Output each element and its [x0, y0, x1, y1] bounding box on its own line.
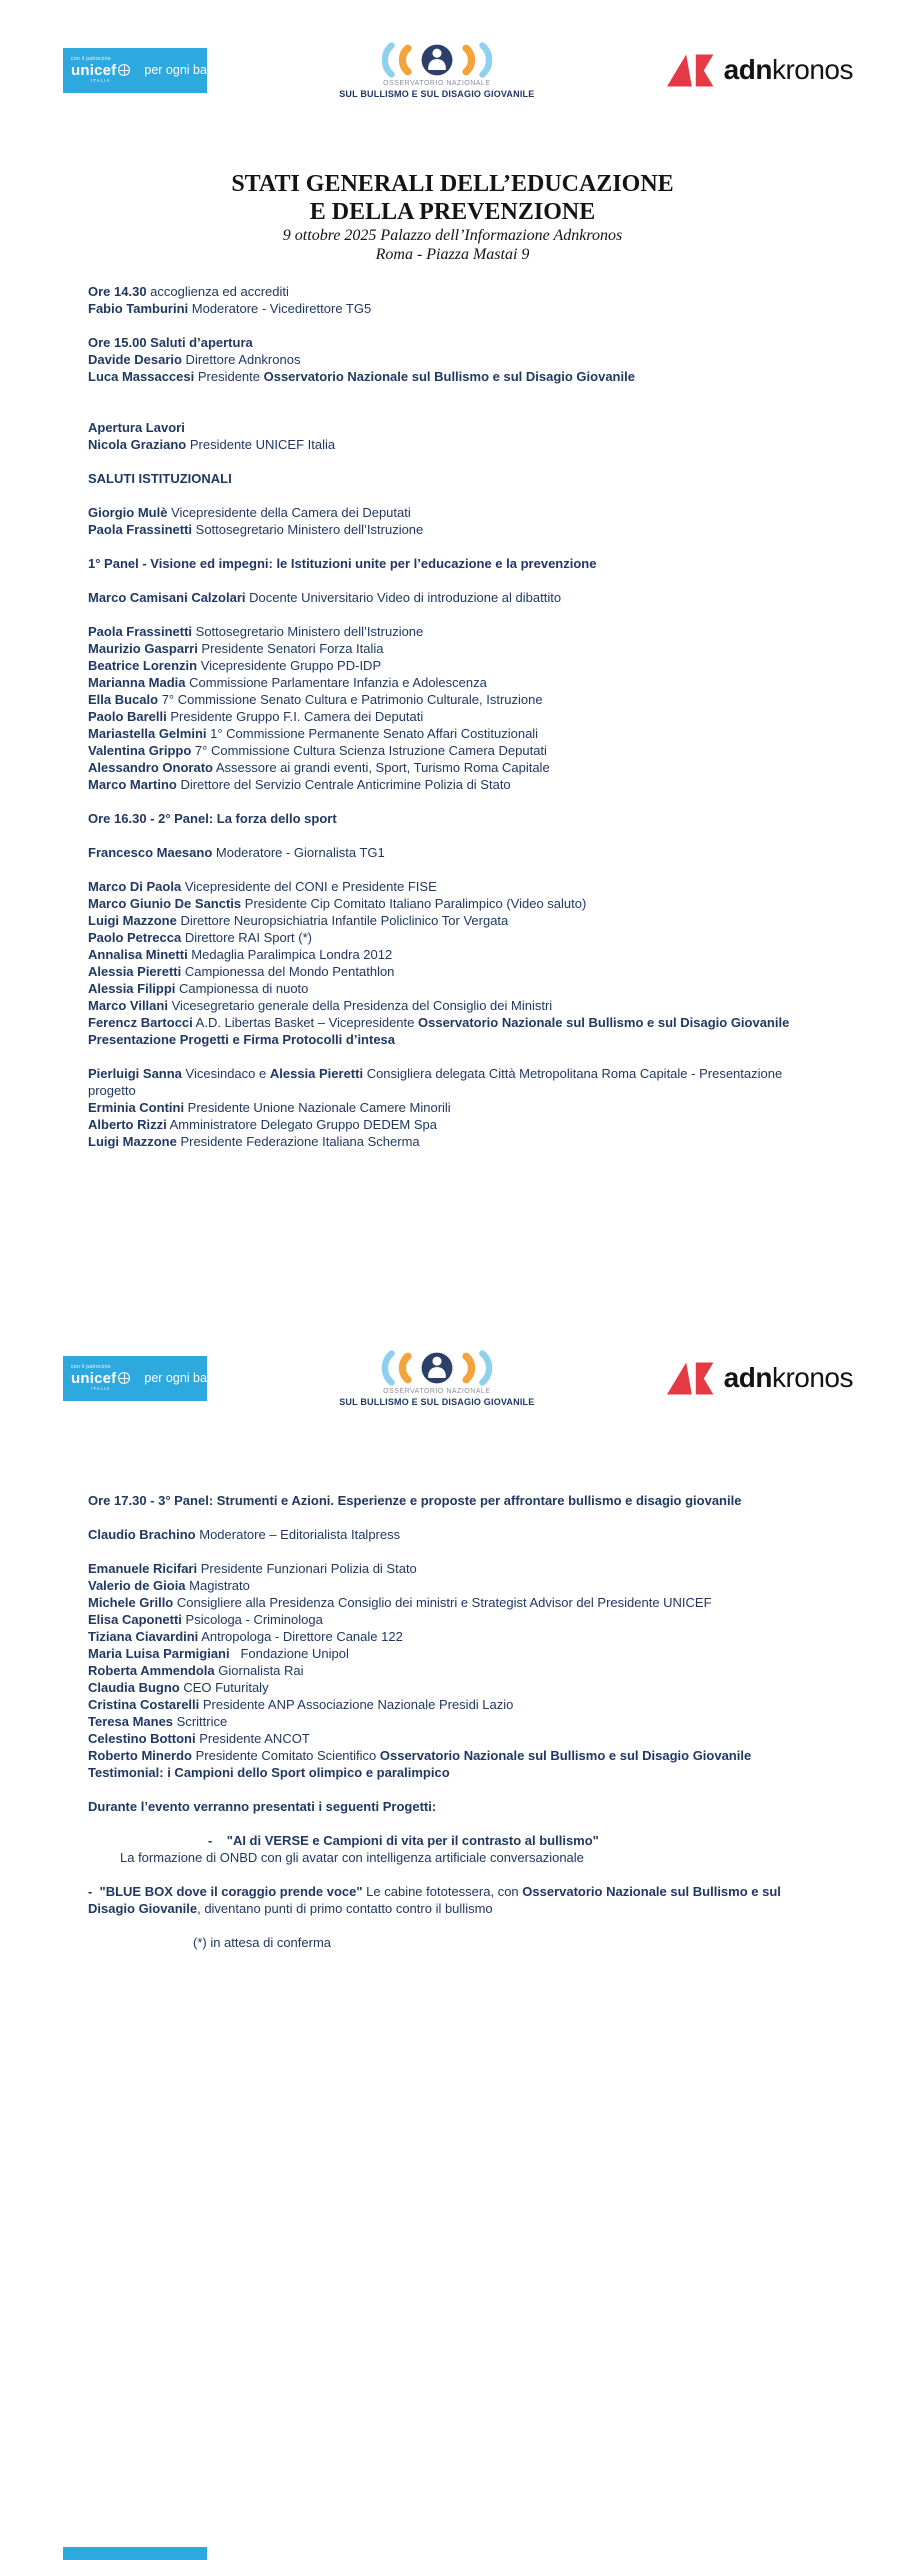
text-segment: Alessia Pieretti	[88, 964, 182, 979]
adnkronos-regular-part: kronos	[771, 54, 853, 85]
osservatorio-logo	[339, 40, 534, 100]
program-line	[88, 997, 822, 1014]
program-line	[88, 895, 822, 912]
text-segment: Consigliere alla Presidenza Consiglio dei ministri e Strategist Advisor del Presidente UNICEF	[173, 1595, 712, 1610]
event-title-line2: E DELLA PREVENZIONE	[309, 199, 596, 225]
text-segment: Presidente Federazione Italiana Scherma	[176, 1134, 420, 1149]
text-segment: Presentazione Progetti e Firma Protocolli d’intesa	[88, 1032, 396, 1047]
text-segment: Michele Grillo	[88, 1595, 174, 1610]
text-segment: Presidente ANCOT	[195, 1731, 310, 1746]
adnkronos-regular-part: kronos	[771, 1362, 853, 1393]
event-date-venue: 9 ottobre 2025 Palazzo dell’Informazione Adnkronos	[282, 227, 623, 244]
text-segment: CEO Futuritaly	[179, 1680, 269, 1695]
program-line	[88, 487, 822, 504]
osservatorio-logo	[339, 1348, 534, 1408]
text-segment: Ella Bucalo	[88, 692, 159, 707]
text-segment: Assessore ai grandi eventi, Sport, Turismo Roma Capitale	[212, 760, 550, 775]
program-line	[88, 1031, 822, 1048]
program-line	[88, 1917, 822, 1934]
text-segment: Commissione Parlamentare Infanzia e Adolescenza	[185, 675, 487, 690]
program-line	[88, 1543, 822, 1560]
text-segment: Moderatore – Editorialista Italpress	[195, 1527, 401, 1542]
text-segment: Marco Di Paola	[88, 879, 182, 894]
text-segment: Direttore Adnkronos	[181, 352, 301, 367]
text-segment: Ore 17.30 - 3° Panel: Strumenti e Azioni. Esperienze e proposte per affrontare bullismo e disagio giovanile	[88, 1493, 742, 1508]
program-line	[88, 1099, 822, 1116]
text-segment: accoglienza ed accrediti	[146, 284, 289, 299]
adnkronos-bold-part: adn	[723, 1362, 772, 1393]
text-segment: Celestino Bottoni	[88, 1731, 196, 1746]
text-segment: Ore 14.30	[88, 284, 147, 299]
text-segment: Fondazione Unipol	[229, 1646, 349, 1661]
text-segment: Ferencz Bartocci	[88, 1015, 193, 1030]
program-line	[88, 963, 822, 980]
program-line	[88, 436, 822, 453]
program-line	[88, 657, 822, 674]
program-line	[88, 725, 822, 742]
text-segment: Marco Giunio De Sanctis	[88, 896, 242, 911]
program-line	[88, 691, 822, 708]
adnkronos-wordmark	[724, 56, 853, 84]
text-segment: Tiziana Ciavardini	[88, 1629, 199, 1644]
text-segment: Paolo Petrecca	[88, 930, 182, 945]
text-segment: Alessia Filippi	[88, 981, 176, 996]
text-segment: Presidente Comitato Scientifico	[192, 1748, 380, 1763]
text-segment: Osservatorio Nazionale sul Bullismo e sul Disagio Giovanile	[88, 1884, 781, 1916]
text-segment: Luigi Mazzone	[88, 913, 177, 928]
program-line	[88, 793, 822, 810]
unicef-wordmark: unicef	[71, 61, 117, 79]
text-segment: - "AI di VERSE e Campioni di vita per il contrasto al bullismo"	[208, 1833, 599, 1848]
program-line	[88, 1849, 822, 1866]
text-segment: 1° Panel - Visione ed impegni: le Istituzioni unite per l’educazione e la prevenzione	[88, 556, 597, 571]
program-line	[88, 708, 822, 725]
program-line	[88, 1065, 822, 1099]
text-segment: Apertura Lavori	[88, 420, 185, 435]
program-line	[88, 1934, 822, 1951]
text-segment: , diventano punti di primo contatto contro il bullismo	[197, 1901, 493, 1916]
program-line	[88, 1798, 822, 1815]
text-segment: Claudia Bugno	[88, 1680, 180, 1695]
text-segment: Marco Martino	[88, 777, 177, 792]
program-line	[88, 980, 822, 997]
text-segment: Valentina Grippo	[88, 743, 192, 758]
program-line	[88, 623, 822, 640]
page2-header	[63, 1348, 853, 1408]
program-line	[88, 1713, 822, 1730]
program-line	[88, 538, 822, 555]
text-segment: SALUTI ISTITUZIONALI	[88, 471, 232, 486]
unicef-logo	[63, 1356, 241, 1401]
program-line	[88, 606, 822, 623]
text-segment: Mariastella Gelmini	[88, 726, 207, 741]
adnkronos-logo	[667, 54, 853, 87]
program-line	[88, 589, 822, 606]
text-segment: Osservatorio Nazionale sul Bullismo e sul Disagio Giovanile	[263, 369, 635, 384]
text-segment: Vicepresidente del CONI e Presidente FISE	[181, 879, 437, 894]
text-segment: Presidente Cip Comitato Italiano Paralimpico (Video saluto)	[241, 896, 587, 911]
text-segment: Nicola Graziano	[88, 437, 187, 452]
program-line	[88, 317, 822, 334]
text-segment: Antropologa - Direttore Canale 122	[198, 1629, 403, 1644]
program-line	[88, 1730, 822, 1747]
text-segment: Ore 16.30 - 2° Panel: La forza dello sport	[88, 811, 337, 826]
unicef-patrocinio-label: con il patrocinio	[71, 55, 111, 62]
osservatorio-emblem-icon	[378, 1348, 496, 1388]
event-address: Roma - Piazza Mastai 9	[375, 246, 530, 263]
program-line	[88, 419, 822, 436]
text-segment: Annalisa Minetti	[88, 947, 188, 962]
program-line	[88, 912, 822, 929]
text-segment: Vicepresidente Gruppo PD-IDP	[197, 658, 382, 673]
text-segment: Presidente Gruppo F.I. Camera dei Deputati	[166, 709, 424, 724]
page1-header	[63, 40, 853, 100]
text-segment: Docente Universitario Video di introduzione al dibattito	[245, 590, 562, 605]
text-segment: Sottosegretario Ministero dell’Istruzione	[192, 624, 424, 639]
text-segment: Roberta Ammendola	[88, 1663, 215, 1678]
text-segment: (*) in attesa di conferma	[193, 1935, 332, 1950]
program-line	[88, 368, 822, 385]
adnkronos-wordmark	[724, 1364, 853, 1392]
program-line	[88, 453, 822, 470]
text-segment: Psicologa - Criminologa	[181, 1612, 323, 1627]
text-segment: Osservatorio Nazionale sul Bullismo e sul Disagio Giovanile	[418, 1015, 790, 1030]
text-segment: Moderatore - Giornalista TG1	[212, 845, 385, 860]
program-line	[88, 1526, 822, 1543]
program-line	[88, 1014, 822, 1031]
text-segment: Davide Desario	[88, 352, 182, 367]
program-line	[88, 283, 822, 300]
text-segment: Vicesegretario generale della Presidenza del Consiglio dei Ministri	[167, 998, 553, 1013]
text-segment: Le cabine fototessera, con	[362, 1884, 523, 1899]
program-line	[88, 742, 822, 759]
program-line	[88, 929, 822, 946]
program-line	[88, 1883, 822, 1917]
text-segment: Magistrato	[185, 1578, 250, 1593]
text-segment: Consigliera delegata Città Metropolitana Roma Capitale - Presentazione progetto	[88, 1066, 783, 1098]
program-line	[88, 674, 822, 691]
program-line	[88, 1048, 822, 1065]
text-segment: Medaglia Paralimpica Londra 2012	[187, 947, 393, 962]
text-segment: Teresa Manes	[88, 1714, 174, 1729]
text-segment: Giorgio Mulè	[88, 505, 168, 520]
unicef-tagline: per ogni bambino	[144, 63, 241, 77]
program-line	[88, 1679, 822, 1696]
program-line	[88, 1594, 822, 1611]
program-line	[88, 300, 822, 317]
text-segment: Pierluigi Sanna	[88, 1066, 182, 1081]
program-line	[88, 1116, 822, 1133]
text-segment: Fabio Tamburini	[88, 301, 189, 316]
osservatorio-emblem-icon	[378, 40, 496, 80]
text-segment: Vicepresidente della Camera dei Deputati	[167, 505, 411, 520]
program-line	[88, 1781, 822, 1798]
text-segment: Presidente Unione Nazionale Camere Minorili	[184, 1100, 451, 1115]
text-segment: Cristina Costarelli	[88, 1697, 200, 1712]
text-segment: Scrittrice	[173, 1714, 228, 1729]
text-segment: Amministratore Delegato Gruppo DEDEM Spa	[166, 1117, 437, 1132]
program-line	[88, 1696, 822, 1713]
text-segment: Direttore del Servizio Centrale Anticrimine Polizia di Stato	[176, 777, 511, 792]
program-line	[88, 1747, 822, 1764]
text-segment: Beatrice Lorenzin	[88, 658, 198, 673]
program-line	[88, 1492, 822, 1509]
text-segment: Paolo Barelli	[88, 709, 167, 724]
program-line	[88, 759, 822, 776]
program-line	[88, 861, 822, 878]
text-segment: Testimonial: i Campioni dello Sport olimpico e paralimpico	[88, 1765, 450, 1780]
program-line	[88, 640, 822, 657]
adnkronos-bold-part: adn	[723, 54, 772, 85]
program-page2	[88, 1492, 822, 1951]
text-segment: Direttore RAI Sport (*)	[181, 930, 312, 945]
text-segment: 7° Commissione Senato Cultura e Patrimonio Culturale, Istruzione	[158, 692, 543, 707]
text-segment: Presidente Funzionari Polizia di Stato	[197, 1561, 417, 1576]
program-line	[88, 1832, 822, 1849]
program-line	[88, 878, 822, 895]
text-segment: Marco Villani	[88, 998, 168, 1013]
text-segment: 1° Commissione Permanente Senato Affari Costituzionali	[206, 726, 539, 741]
text-segment: Durante l’evento verranno presentati i seguenti Progetti:	[88, 1799, 437, 1814]
unicef-logo	[63, 48, 241, 93]
text-segment: Direttore Neuropsichiatria Infantile Policlinico Tor Vergata	[176, 913, 509, 928]
text-segment: Elisa Caponetti	[88, 1612, 182, 1627]
unicef-italia-label: ITALIA	[90, 77, 111, 83]
program-line	[88, 504, 822, 521]
unicef-globe-icon	[118, 64, 130, 76]
program-line	[88, 1645, 822, 1662]
program-line	[88, 1509, 822, 1526]
program-line	[88, 1662, 822, 1679]
text-segment: Giornalista Rai	[214, 1663, 304, 1678]
adnkronos-logo	[667, 1362, 853, 1395]
text-segment: Vicesindaco e	[181, 1066, 270, 1081]
adnkronos-mark-icon	[667, 1362, 715, 1395]
text-segment: Marianna Madia	[88, 675, 186, 690]
text-segment: Osservatorio Nazionale sul Bullismo e sul Disagio Giovanile	[379, 1748, 752, 1763]
text-segment: La formazione di ONBD con gli avatar con intelligenza artificiale conversazionale	[120, 1850, 584, 1865]
program-line	[88, 1815, 822, 1832]
program-line	[88, 776, 822, 793]
text-segment: Presidente Senatori Forza Italia	[197, 641, 384, 656]
text-segment: Erminia Contini	[88, 1100, 185, 1115]
text-segment: Claudio Brachino	[88, 1527, 196, 1542]
program-page1	[88, 283, 822, 1150]
text-segment: Roberto Minerdo	[88, 1748, 192, 1763]
unicef-logo-left	[71, 57, 130, 84]
text-segment: Paola Frassinetti	[88, 624, 193, 639]
text-segment: 7° Commissione Cultura Scienza Istruzione Camera Deputati	[191, 743, 547, 758]
text-segment: Moderatore - Vicedirettore TG5	[188, 301, 372, 316]
text-segment: Valerio de Gioia	[88, 1578, 186, 1593]
program-line	[88, 521, 822, 538]
program-line	[88, 1611, 822, 1628]
text-segment: Alessia Pieretti	[269, 1066, 364, 1081]
text-segment: Sottosegretario Ministero dell’Istruzione	[192, 522, 424, 537]
text-segment: Presidente	[194, 369, 264, 384]
program-line	[88, 572, 822, 589]
text-segment: Maria Luisa Parmigiani	[88, 1646, 230, 1661]
text-segment: Francesco Maesano	[88, 845, 213, 860]
text-segment: Campionessa del Mondo Pentathlon	[181, 964, 395, 979]
text-segment: Presidente UNICEF Italia	[186, 437, 336, 452]
unicef-logo-left	[71, 1365, 130, 1392]
program-line	[88, 810, 822, 827]
adnkronos-mark-icon	[667, 54, 715, 87]
program-line	[88, 1133, 822, 1150]
osservatorio-name-line2: SUL BULLISMO E SUL DISAGIO GIOVANILE	[339, 1396, 535, 1407]
text-segment: Luca Massaccesi	[88, 369, 195, 384]
text-segment: Alessandro Onorato	[88, 760, 213, 775]
text-segment: Campionessa di nuoto	[175, 981, 309, 996]
program-line	[88, 827, 822, 844]
text-segment: Maurizio Gasparri	[88, 641, 198, 656]
osservatorio-name-line1: OSSERVATORIO NAZIONALE	[383, 80, 491, 87]
text-segment: Luigi Mazzone	[88, 1134, 177, 1149]
text-segment: Paola Frassinetti	[88, 522, 193, 537]
unicef-globe-icon	[118, 1372, 130, 1384]
text-segment: - "BLUE BOX dove il coraggio prende voce"	[88, 1884, 363, 1899]
program-line	[88, 555, 822, 572]
program-line	[88, 385, 822, 402]
text-segment: Emanuele Ricifari	[88, 1561, 198, 1576]
program-line	[88, 1866, 822, 1883]
title-block	[0, 170, 905, 264]
program-line	[88, 946, 822, 963]
osservatorio-name-line1: OSSERVATORIO NAZIONALE	[383, 1388, 491, 1395]
text-segment: Presidente ANP Associazione Nazionale Presidi Lazio	[199, 1697, 514, 1712]
unicef-patrocinio-label: con il patrocinio	[71, 1363, 111, 1370]
event-title-line1: STATI GENERALI DELL’EDUCAZIONE	[231, 171, 674, 197]
program-line	[88, 402, 822, 419]
program-line	[88, 1577, 822, 1594]
program-line	[88, 351, 822, 368]
text-segment: A.D. Libertas Basket – Vicepresidente	[192, 1015, 418, 1030]
program-line	[88, 470, 822, 487]
program-line	[88, 1628, 822, 1645]
unicef-wordmark: unicef	[71, 1369, 117, 1387]
text-segment: Ore 15.00 Saluti d’apertura	[88, 335, 253, 350]
program-line	[88, 844, 822, 861]
unicef-italia-label: ITALIA	[90, 1385, 111, 1391]
program-line	[88, 334, 822, 351]
osservatorio-name-line2: SUL BULLISMO E SUL DISAGIO GIOVANILE	[339, 88, 535, 99]
program-line	[88, 1764, 822, 1781]
unicef-tagline: per ogni bambino	[144, 1371, 241, 1385]
program-line	[88, 1560, 822, 1577]
text-segment: Alberto Rizzi	[88, 1117, 167, 1132]
text-segment: Marco Camisani Calzolari	[88, 590, 246, 605]
page3-unicef-logo-sliver	[63, 2547, 207, 2560]
